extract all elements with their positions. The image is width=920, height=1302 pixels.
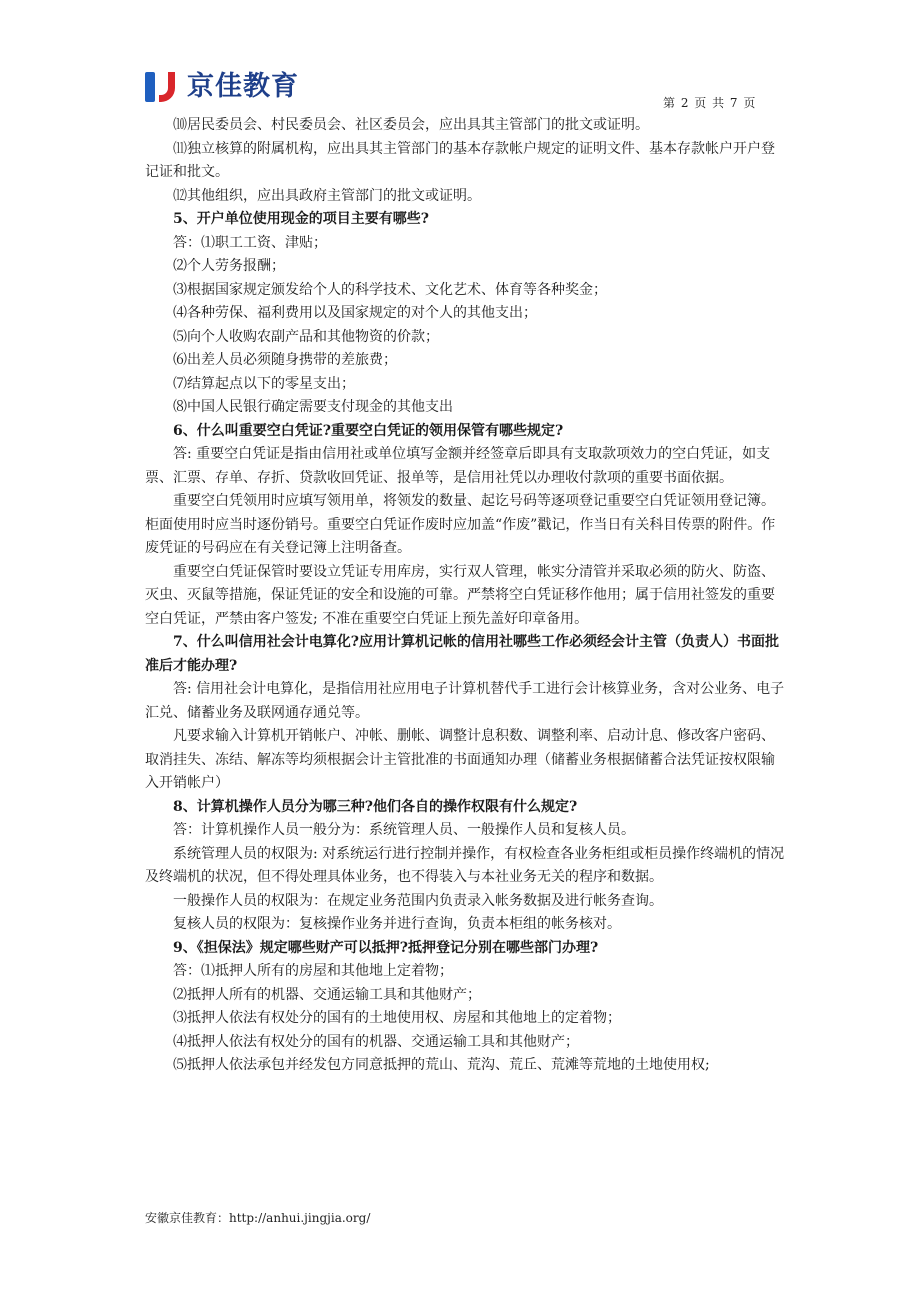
list-item: ⑵抵押人所有的机器、交通运输工具和其他财产； [173, 986, 481, 1003]
list-item: ⑶根据国家规定颁发给个人的科学技术、文化艺术、体育等各种奖金； [173, 281, 607, 298]
page-indicator: 第 2 页 共 7 页 [663, 96, 757, 110]
paragraph: 重要空白凭领用时应填写领用单，将领发的数量、起讫号码等逐项登记重要空白凭证领用登记簿。柜面使用时应当时逐份销号。重要空白凭证作废时应加盖“作废”戳记，作当日有关科目传票的附件。作废凭证的号码应在有关登记簿上注明备查。 [145, 493, 776, 556]
list-item: ⑶抵押人依法有权处分的国有的土地使用权、房屋和其他地上的定着物； [173, 1010, 621, 1026]
list-item: ⑷抵押人依法有权处分的国有的机器、交通运输工具和其他财产； [173, 1033, 579, 1050]
list-item: ⑿其他组织，应出具政府主管部门的批文或证明。 [173, 187, 481, 204]
paragraph: 答：计算机操作人员一般分为：系统管理人员、一般操作人员和复核人员。 [173, 822, 635, 838]
paragraph: 重要空白凭证保管时要设立凭证专用库房，实行双人管理，帐实分清管并采取必须的防火、防盗、灭虫、灭鼠等措施，保证凭证的安全和设施的可靠。严禁将空白凭证移作他用；属于信用社签发的重要空白凭证，严禁由客户签发; 不准在重要空白凭证上预先盖好印章备用。 [145, 563, 775, 627]
list-item: ⑾独立核算的附属机构，应出具其主管部门的基本存款帐户规定的证明文件、基本存款帐户开户登记证和批文。 [145, 140, 775, 180]
paragraph: 凡要求输入计算机开销帐户、冲帐、删帐、调整计息积数、调整利率、启动计息、修改客户密码、取消挂失、冻结、解冻等均须根据会计主管批准的书面通知办理（储蓄业务根据储蓄合法凭证按权限输入开销帐户） [145, 728, 775, 791]
list-item: 答：⑴职工工资、津贴； [173, 234, 327, 251]
paragraph: 答: 重要空白凭证是指由信用社或单位填写金额并经签章后即具有支取款项效力的空白凭证，如支票、汇票、存单、存折、贷款收回凭证、报单等，是信用社凭以办理收付款项的重要书面依据。 [145, 446, 771, 486]
section-heading: 5、开户单位使用现金的项目主要有哪些? [173, 211, 429, 227]
section-heading: 9、《担保法》规定哪些财产可以抵押?抵押登记分别在哪些部门办理? [173, 939, 599, 956]
list-item: ⑹出差人员必须随身携带的差旅费； [173, 352, 397, 368]
list-item: ⑷各种劳保、福利费用以及国家规定的对个人的其他支出； [173, 305, 537, 321]
paragraph: 答: 信用社会计电算化，是指信用社应用电子计算机替代手工进行会计核算业务，含对公业务、电子汇兑、储蓄业务及联网通存通兑等。 [145, 681, 785, 721]
list-item: ⑵个人劳务报酬； [173, 258, 285, 274]
section-heading: 8、计算机操作人员分为哪三种?他们各自的操作权限有什么规定? [173, 798, 578, 815]
list-item: 答：⑴抵押人所有的房屋和其他地上定着物； [173, 963, 453, 979]
list-item: ⑸向个人收购农副产品和其他物资的价款； [173, 328, 439, 345]
paragraph: 复核人员的权限为：复核操作业务并进行查询，负责本柜组的帐务核对。 [173, 916, 621, 932]
list-item: ⑸抵押人依法承包并经发包方同意抵押的荒山、荒沟、荒丘、荒滩等荒地的土地使用权; [173, 1057, 710, 1073]
section-heading: 6、什么叫重要空白凭证?重要空白凭证的领用保管有哪些规定? [173, 422, 564, 439]
list-item: ⑺结算起点以下的零星支出； [173, 375, 355, 392]
list-item: ⑽居民委员会、村民委员会、社区委员会，应出具其主管部门的批文或证明。 [173, 117, 649, 133]
brand-logo [143, 68, 310, 106]
list-item: ⑻中国人民银行确定需要支付现金的其他支出 [173, 399, 453, 415]
logo-mark-icon [143, 70, 181, 104]
paragraph: 系统管理人员的权限为: 对系统运行进行控制并操作，有权检查各业务柜组或柜员操作终端机的情况及终端机的状况，但不得处理具体业务，也不得装入与本社业务无关的程序和数据。 [145, 845, 785, 885]
section-heading: 7、什么叫信用社会计电算化?应用计算机记帐的信用社哪些工作必须经会计主管（负责人）书面批准后才能办理? [145, 634, 779, 674]
logo-text: 京佳教育 [187, 71, 299, 102]
footer-text: 安徽京佳教育：http://anhui.jingjia.org/ [145, 1211, 371, 1225]
document-body [145, 114, 785, 1078]
paragraph: 一般操作人员的权限为：在规定业务范围内负责录入帐务数据及进行帐务查询。 [173, 892, 663, 909]
